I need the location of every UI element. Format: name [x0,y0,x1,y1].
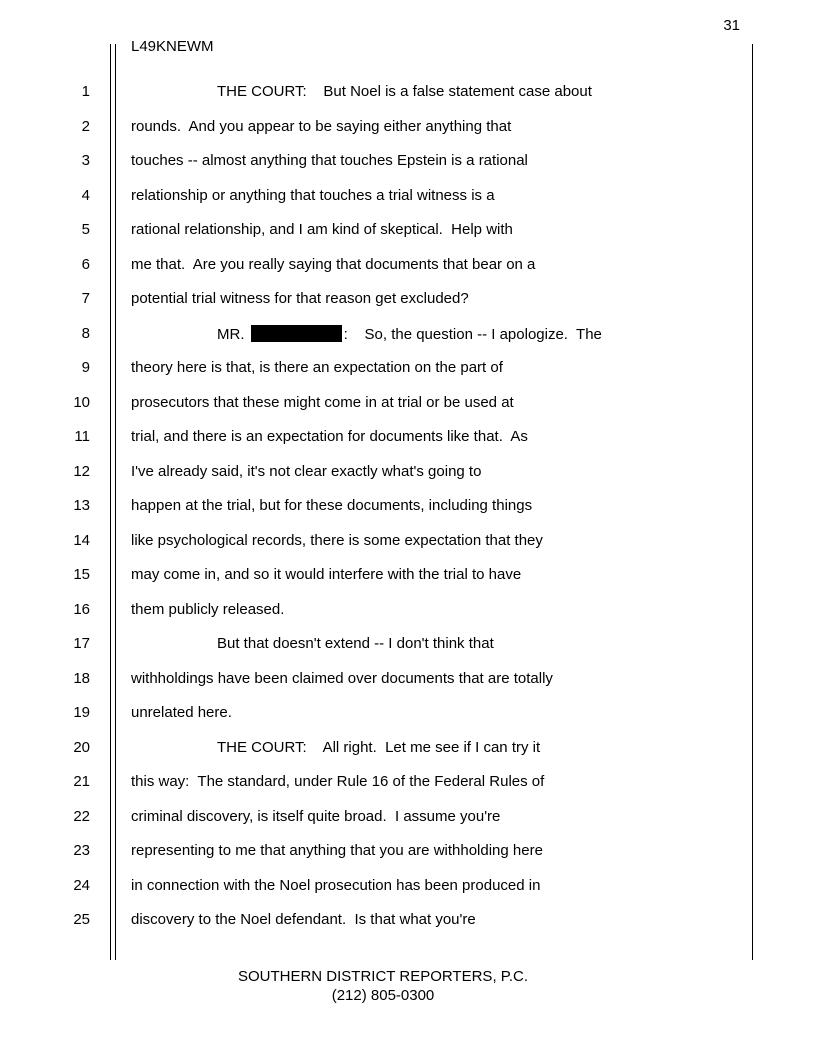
line-text [131,290,469,307]
line-content: But that doesn't extend -- I don't think that [217,635,494,652]
transcript-line [0,146,816,180]
line-text [131,187,495,204]
transcript-line [0,112,816,146]
transcript-line [0,664,816,698]
transcript-line [0,595,816,629]
line-content: I've already said, it's not clear exactly what's going to [131,462,482,480]
transcript-line [0,629,816,663]
transcript-line [0,215,816,249]
line-content: theory here is that, is there an expectation on the part of [131,359,503,376]
transcript-line [0,491,816,525]
line-text [131,152,528,169]
footer [0,967,766,1005]
speaker-prefix: MR. [217,325,249,343]
line-number: 7 [81,290,90,307]
line-text [131,118,511,135]
line-text [131,256,535,273]
line-text [131,808,500,825]
line-text [131,842,543,859]
line-number: 17 [73,635,90,652]
line-text [131,359,503,376]
line-text-after-redaction: : So, the question -- I apologize. The [343,325,602,343]
transcript-line [0,733,816,767]
transcript-line [0,871,816,905]
line-text [131,877,540,894]
line-number: 20 [73,738,90,756]
transcript-line [0,698,816,732]
line-number: 9 [81,359,90,376]
line-content: may come in, and so it would interfere with the trial to have [131,566,522,583]
transcript-line [0,767,816,801]
line-number: 1 [81,83,90,100]
line-content: this way: The standard, under Rule 16 of the Federal Rules of [131,773,545,790]
line-text [131,83,592,100]
transcript-line [0,422,816,456]
line-text [131,325,602,343]
line-number: 13 [73,497,90,514]
line-text [131,428,528,445]
transcript-line [0,284,816,318]
line-content: THE COURT: But Noel is a false statement case about [217,83,592,100]
line-content: discovery to the Noel defendant. Is that what you're [131,911,476,928]
line-text [131,773,544,790]
line-number: 12 [73,462,90,480]
line-text [131,601,284,618]
line-number: 14 [73,531,90,549]
line-number: 11 [74,428,90,445]
line-number: 19 [73,704,90,721]
line-content: happen at the trial, but for these documents, including things [131,497,533,514]
line-number: 25 [73,911,90,928]
transcript-line [0,77,816,111]
line-text [131,394,514,411]
line-number: 6 [81,255,90,273]
line-text [131,463,481,480]
line-content: touches -- almost anything that touches Epstein is a rational [131,152,528,169]
transcript-line [0,802,816,836]
transcript-line [0,353,816,387]
reporter-phone: (212) 805-0300 [331,987,435,1004]
line-text [131,497,532,514]
line-content: relationship or anything that touches a trial witness is a [131,186,495,204]
line-text [131,911,476,928]
line-number: 16 [73,600,90,618]
line-number: 18 [73,669,90,687]
line-text [131,221,513,238]
page-number: 31 [723,17,740,34]
reporter-name: SOUTHERN DISTRICT REPORTERS, P.C. [237,968,529,985]
transcript-line [0,836,816,870]
transcript-line [0,319,816,353]
line-content: potential trial witness for that reason get excluded? [131,290,469,307]
line-content: them publicly released. [131,600,285,618]
line-content: me that. Are you really saying that documents that bear on a [131,255,536,273]
line-number: 24 [73,876,90,894]
transcript-line [0,250,816,284]
transcript-line [0,388,816,422]
line-content: like psychological records, there is some expectation that they [131,531,543,549]
line-content: representing to me that anything that you are withholding here [131,842,543,859]
line-content: criminal discovery, is itself quite broad. I assume you're [131,807,501,825]
line-number: 23 [73,842,90,859]
line-number: 5 [81,221,90,238]
line-number: 10 [73,393,90,411]
line-number: 21 [73,773,90,790]
line-text [131,532,543,549]
line-number: 22 [73,807,90,825]
transcript-line [0,457,816,491]
line-content: rounds. And you appear to be saying either anything that [131,117,512,135]
line-number: 8 [81,324,90,342]
line-text [131,704,232,721]
transcript-line [0,526,816,560]
line-content: prosecutors that these might come in at trial or be used at [131,393,514,411]
transcript-line [0,181,816,215]
line-content: unrelated here. [131,704,232,721]
line-content: rational relationship, and I am kind of skeptical. Help with [131,221,513,238]
line-number: 4 [81,186,90,204]
line-content: in connection with the Noel prosecution has been produced in [131,876,541,894]
redaction-box [251,325,342,342]
line-content: trial, and there is an expectation for documents like that. As [131,428,528,445]
case-code: L49KNEWM [131,38,214,55]
transcript-line [0,905,816,939]
line-text [131,739,540,756]
line-content: THE COURT: All right. Let me see if I can try it [217,738,541,756]
line-number: 15 [73,566,90,583]
line-text [131,566,521,583]
line-number: 3 [81,152,90,169]
line-text [131,635,494,652]
line-number: 2 [81,117,90,135]
transcript-line [0,560,816,594]
line-text [131,670,553,687]
line-content: withholdings have been claimed over documents that are totally [131,669,553,687]
